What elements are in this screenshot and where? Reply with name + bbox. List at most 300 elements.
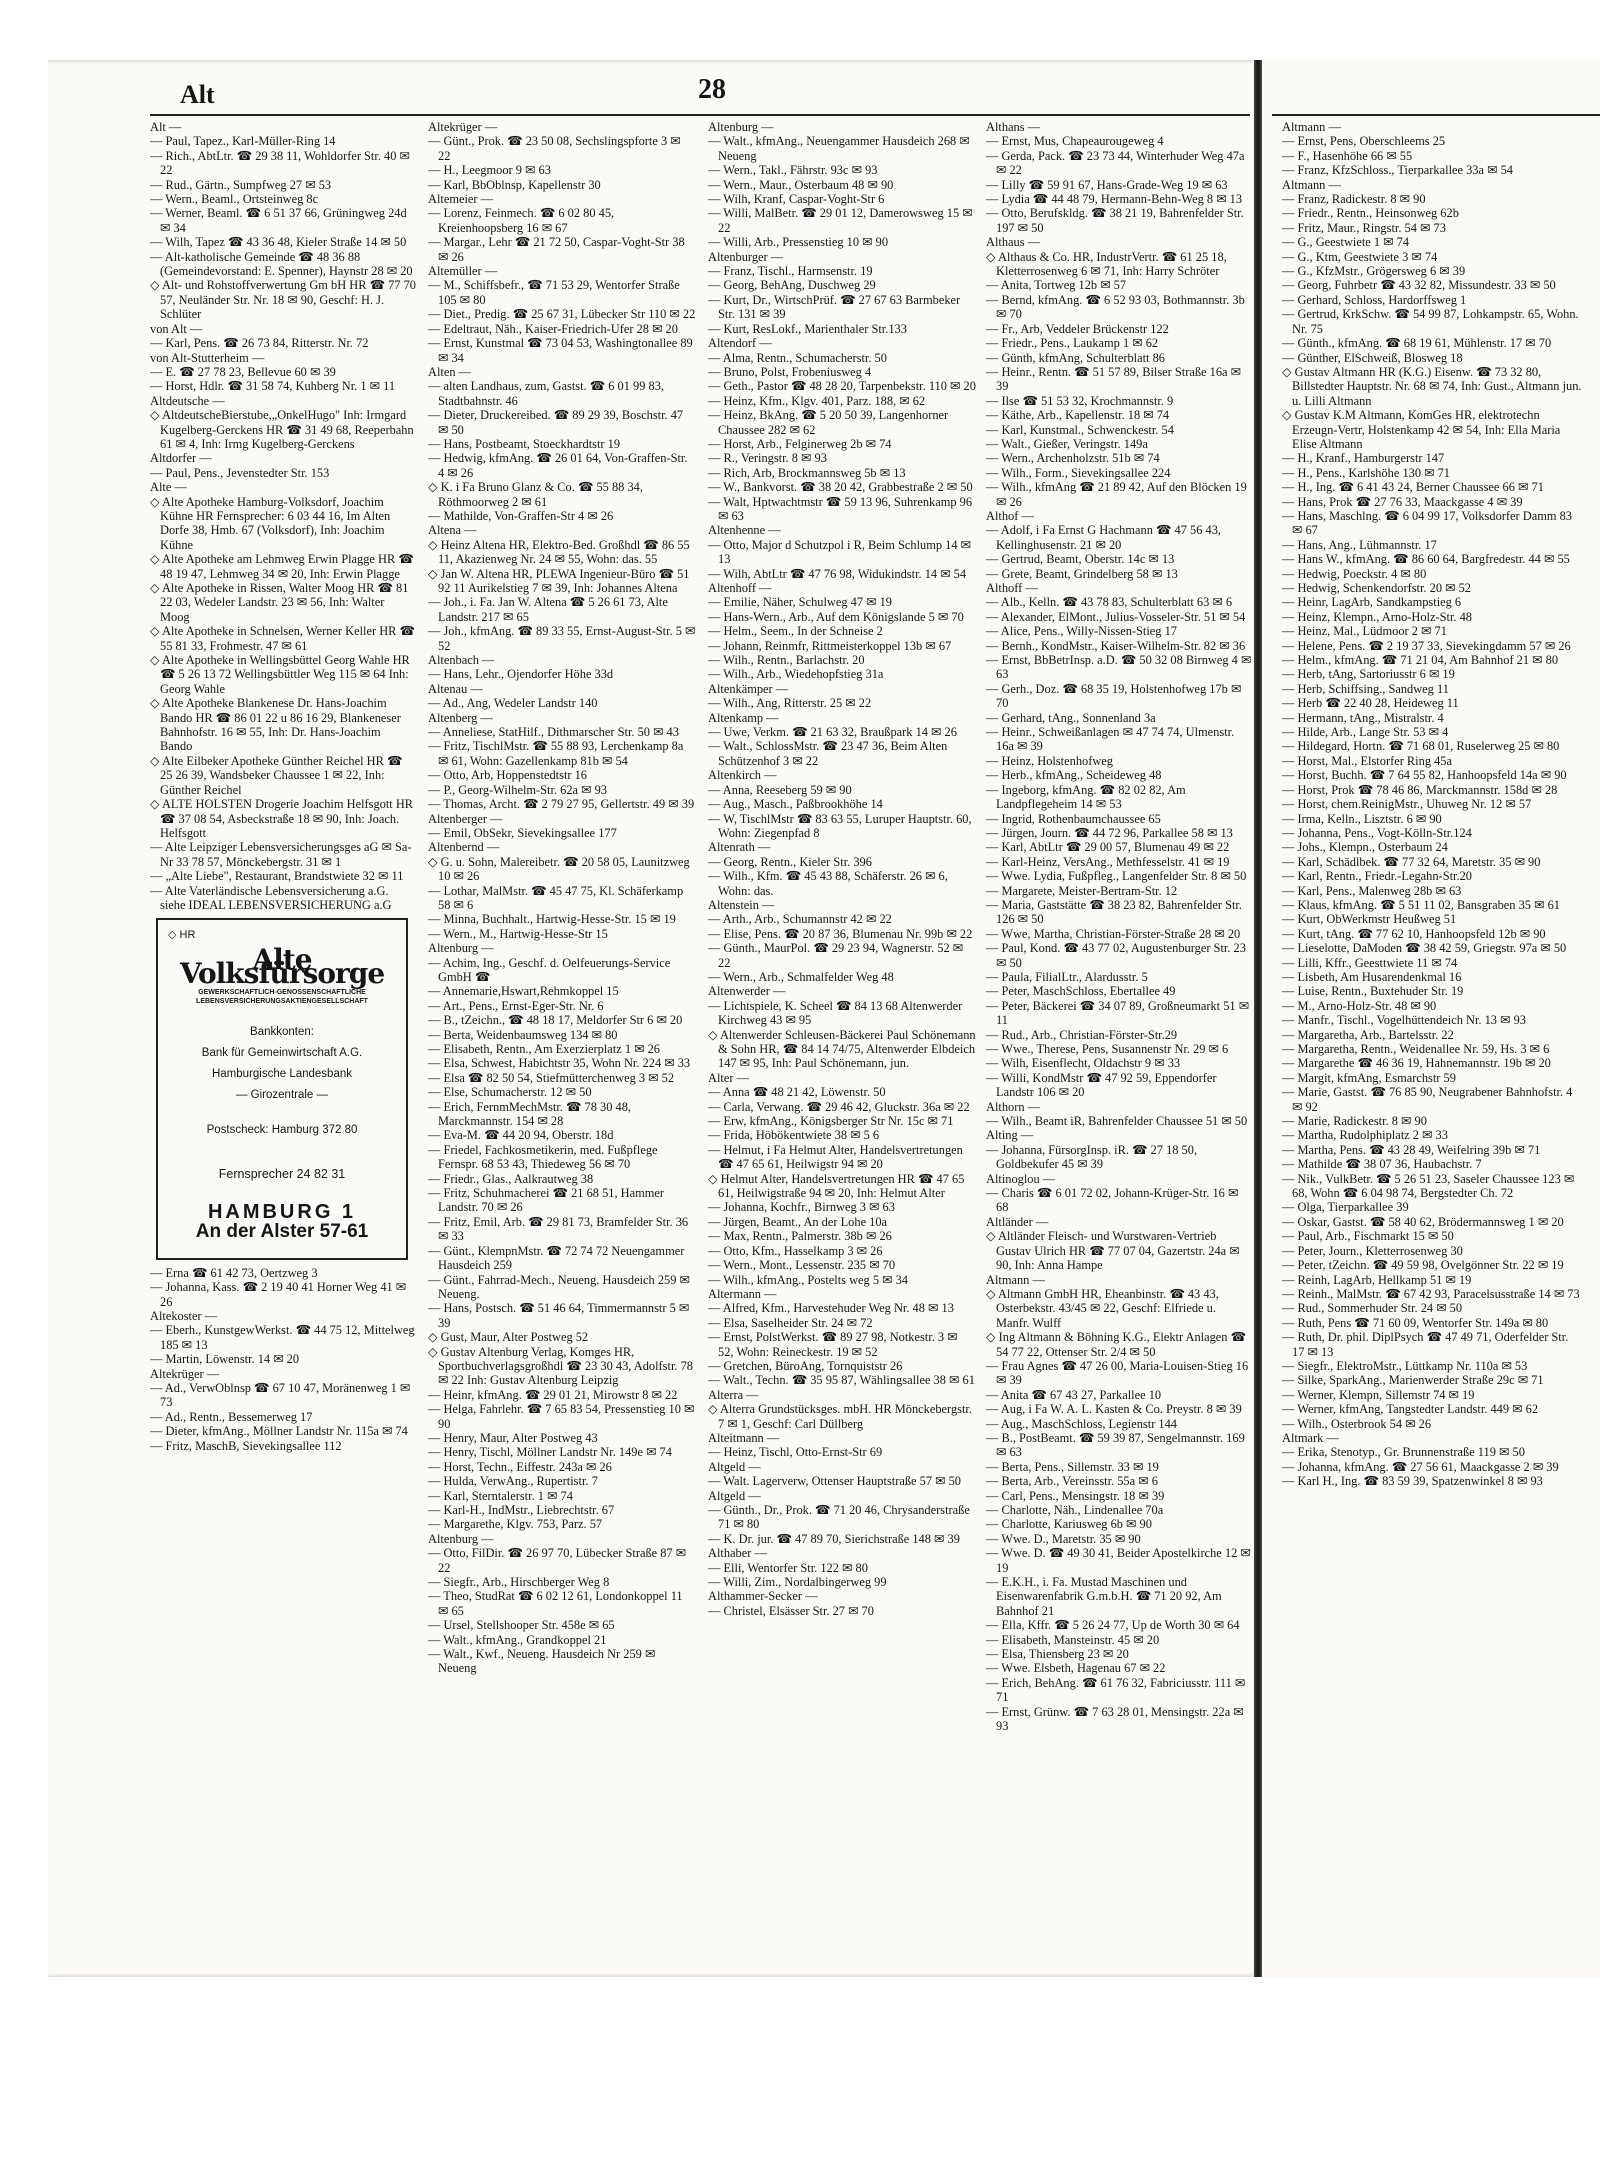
column-5-entries [1282, 120, 1582, 1489]
column-4-entries [986, 120, 1252, 1734]
directory-entry: — Karl, Kunstmal., Schwenckestr. 54 [986, 422, 1174, 437]
directory-entry: — B., PostBeamt. ☎ 59 39 87, Sengelmannstr. 169 ✉ 63 [986, 1430, 1245, 1460]
ad-bank-line: Hamburgische Landesbank [211, 1067, 352, 1080]
directory-entry: — Gerhard, Schloss, Hardorffsweg 1 [1282, 292, 1467, 307]
directory-entry: — Günt., Prok. ☎ 23 50 08, Sechslingspforte 3 ✉ 22 [428, 134, 681, 163]
directory-entry: — Käthe, Arb., Kapellenstr. 18 ✉ 74 [986, 408, 1170, 423]
ad-postscheck: Postscheck: Hamburg 372 80 [206, 1123, 358, 1136]
directory-surname-heading: Alteitmann — [708, 1430, 780, 1445]
directory-entry: — Ernst, Grünw. ☎ 7 63 28 01, Mensingstr. 22a ✉ 93 [986, 1704, 1244, 1734]
directory-entry: — Ernst, Mus, Chapeaurougeweg 4 [986, 134, 1164, 149]
directory-entry: — Rich, Arb, Brockmannsweg 5b ✉ 13 [708, 465, 906, 480]
directory-entry: — Alt-katholische Gemeinde ☎ 48 36 88 (Gemeindevorstand: E. Spenner), Haynstr 28 ✉ 20 [150, 249, 413, 279]
directory-entry: — Willi, Zim., Nordalbingerweg 99 [708, 1575, 887, 1590]
directory-surname-heading: Altenburger — [708, 249, 784, 264]
directory-entry: ◇ Alte Apotheke Hamburg-Volksdorf, Joachim Kühne HR Fernsprecher: 6 03 44 16, Im Alten Dorfe 38, Hmb. 67 (Volksdorf), Inh: Joachim Kühne [150, 494, 391, 552]
directory-entry: — M., Schiffsbefr., ☎ 71 53 29, Wentorfer Straße 105 ✉ 80 [428, 278, 680, 307]
directory-entry: — Günt., Fahrrad-Mech., Neueng. Hausdeich 259 ✉ Neueng. [428, 1272, 690, 1301]
directory-entry: — B., tZeichn., ☎ 48 18 17, Meldorfer Str 6 ✉ 20 [428, 1013, 683, 1028]
directory-entry: — Heinz, Mal., Lüdmoor 2 ✉ 71 [1282, 624, 1447, 639]
page-number: 28 [698, 74, 726, 105]
directory-entry: — Walt., kfmAng., Neuengammer Hausdeich 268 ✉ Neueng [708, 134, 970, 163]
directory-entry: — Ernst, PolstWerkst. ☎ 89 27 98, Notkestr. 3 ✉ 52, Wohn: Reineckestr. 19 ✉ 52 [708, 1330, 958, 1359]
directory-surname-heading: Altmann — [986, 1272, 1045, 1287]
directory-column-1 [150, 120, 416, 1453]
directory-entry: — Günth, kfmAng, Schulterblatt 86 [986, 350, 1165, 365]
directory-entry: ◇ Gust, Maur, Alter Postweg 52 [428, 1330, 589, 1345]
directory-entry: — Heinz, BkAng. ☎ 5 20 50 39, Langenhorner Chaussee 282 ✉ 62 [708, 408, 949, 437]
directory-entry: — Elli, Wentorfer Str. 122 ✉ 80 [708, 1560, 868, 1575]
directory-surname-heading: Altenburg — [708, 120, 774, 134]
directory-entry: ◇ Gustav Altmann HR (K.G.) Eisenw. ☎ 73 32 80, Billstedter Hauptstr. Nr. 68 ✉ 74, Inh: Gust., Altmann jun. u. Lilli Altmann [1282, 364, 1582, 408]
directory-entry: — Alte Leipziger Lebensversicherungsges aG ✉ Sa-Nr 33 78 57, Mönckebergstr. 31 ✉ 1 [150, 840, 412, 869]
directory-entry: — Anneliese, StatHilf., Dithmarscher Str. 50 ✉ 43 [428, 725, 679, 740]
directory-entry: — Anna, Reeseberg 59 ✉ 90 [708, 782, 852, 797]
directory-entry: — Wwe., Therese, Pens, Susannenstr Nr. 29 ✉ 6 [986, 1042, 1229, 1056]
directory-entry: — Siegfr., ElektroMstr., Lüttkamp Nr. 110a ✉ 53 [1282, 1358, 1528, 1373]
directory-entry: — Wilh., Ang, Ritterstr. 25 ✉ 22 [708, 696, 872, 711]
directory-entry: — Walt, Hptwachtmstr ☎ 59 13 96, Suhrenkamp 96 ✉ 63 [708, 494, 973, 523]
directory-entry: — Peter, MaschSchloss, Ebertallee 49 [986, 984, 1176, 999]
directory-surname-heading: Altenhenne — [708, 523, 781, 538]
directory-surname-heading: Altena — [428, 523, 477, 538]
directory-entry: — Gerh., Doz. ☎ 68 35 19, Holstenhofweg 17b ✉ 70 [986, 681, 1242, 711]
directory-entry: ◇ Alte Apotheke in Rissen, Walter Moog HR ☎ 81 22 03, Wedeler Landstr. 23 ✉ 56, Inh: Walter Moog [150, 581, 409, 624]
directory-surname-heading: Altmann — [1282, 177, 1341, 192]
directory-entry: — Hans-Wern., Arb., Auf dem Königslande 5 ✉ 70 [708, 609, 964, 624]
directory-entry: — Lilly ☎ 59 91 67, Hans-Grade-Weg 19 ✉ 63 [986, 177, 1228, 192]
directory-entry: — Günther, ElSchweiß, Blosweg 18 [1282, 350, 1463, 365]
directory-entry: — Erich, BehAng. ☎ 61 76 32, Fabriciusstr. 111 ✉ 71 [986, 1675, 1246, 1705]
directory-entry: — Frida, Höbökentwiete 38 ✉ 5 6 [708, 1128, 880, 1143]
directory-entry: ◇ Altenwerder Schleusen-Bäckerei Paul Schönemann & Sohn HR, ☎ 84 14 74/75, Altenwerder Elbdeich 147 ✉ 95, Inh: Paul Schönemann, jun. [708, 1027, 976, 1071]
directory-entry: — Karl, Pens., Malenweg 28b ✉ 63 [1282, 883, 1462, 898]
directory-entry: — Olga, Tierparkallee 39 [1282, 1200, 1409, 1215]
directory-entry: ◇ AltdeutscheBierstube,„OnkelHugo" Inh: Irmgard Kugelberg-Gerckens HR ☎ 31 49 68, Reeperbahn 61 ✉ 4, Inh: Irmg Kugelberg-Gerckens [150, 408, 414, 451]
directory-entry: — Hans, Prok ☎ 27 76 33, Maackgasse 4 ✉ 39 [1282, 494, 1523, 509]
directory-entry: — Otto, Arb, Hoppenstedtstr 16 [428, 768, 588, 783]
directory-entry: ◇ Alt- und Rohstoffverwertung Gm bH HR ☎ 77 70 57, Neuländer Str. Nr. 18 ✉ 90, Geschf: H. J. Schlüter [150, 278, 416, 322]
directory-entry: — Hilde, Arb., Lange Str. 53 ✉ 4 [1282, 725, 1449, 740]
directory-entry: ◇ Alte Apotheke in Wellingsbüttel Georg Wahle HR ☎ 5 26 13 72 Wellingsbüttler Weg 115 ✉ 64 Inh: Georg Wahle [150, 653, 410, 696]
directory-entry: — Hans W., kfmAng. ☎ 86 60 64, Bargfredestr. 44 ✉ 55 [1282, 552, 1570, 567]
directory-entry: — Emil, ObSekr, Sievekingsallee 177 [428, 825, 617, 840]
directory-entry: — Hedwig, Poeckstr. 4 ✉ 80 [1282, 566, 1427, 581]
directory-entry: — Charis ☎ 6 01 72 02, Johann-Krüger-Str. 16 ✉ 68 [986, 1186, 1239, 1215]
directory-surname-heading: Althof — [986, 508, 1034, 523]
directory-entry: — Wwe. Lydia, Fußpfleg., Langenfelder Str. 8 ✉ 50 [986, 869, 1247, 884]
directory-surname-heading: Altenstein — [708, 897, 775, 912]
directory-entry: — Hedwig, kfmAng. ☎ 26 01 64, Von-Graffen-Str. 4 ✉ 26 [428, 451, 688, 480]
directory-entry: — Lothar, MalMstr. ☎ 45 47 75, Kl. Schäferkamp 58 ✉ 6 [428, 883, 684, 912]
directory-entry: — M., Arno-Holz-Str. 48 ✉ 90 [1282, 998, 1437, 1013]
directory-entry: — F., Hasenhöhe 66 ✉ 55 [1282, 148, 1413, 163]
directory-entry: — Henry, Tischl, Möllner Landstr Nr. 149e ✉ 74 [428, 1445, 672, 1460]
directory-entry: — Wilh., Beamt iR, Bahrenfelder Chaussee 51 ✉ 50 [986, 1114, 1248, 1129]
directory-entry: — Herb, tAng, Sartoriusstr 6 ✉ 19 [1282, 667, 1455, 682]
directory-entry: — Annemarie,Hswart,Rehmkoppel 15 [428, 984, 619, 999]
directory-entry: — G., KfzMstr., Grögersweg 6 ✉ 39 [1282, 264, 1466, 279]
directory-entry: — Elisabeth, Mansteinstr. 45 ✉ 20 [986, 1632, 1160, 1647]
running-head-word: Alt [180, 80, 215, 109]
ad-bank-line: Bank für Gemeinwirtschaft A.G. [201, 1046, 363, 1059]
column-1-entries [150, 120, 416, 912]
right-page-rule [1272, 114, 1600, 116]
directory-entry: — Johanna, kfmAng. ☎ 27 56 61, Maackgasse 2 ✉ 39 [1282, 1459, 1559, 1474]
directory-entry: ◇ ALTE HOLSTEN Drogerie Joachim Helfsgott HR ☎ 37 08 54, Asbeckstraße 18 ✉ 90, Inh: Joach. Helfsgott [150, 797, 414, 840]
directory-entry: — Friedr., Glas., Aalkrautweg 38 [428, 1171, 594, 1186]
directory-entry: — Werner, kfmAng, Tangstedter Landstr. 449 ✉ 62 [1282, 1402, 1539, 1417]
directory-surname-heading: Altemeier — [428, 192, 494, 207]
directory-entry: — Minna, Buchhalt., Hartwig-Hesse-Str. 15 ✉ 19 [428, 912, 676, 927]
header-rule [150, 114, 1250, 116]
directory-entry: — Aug., MaschSchloss, Legienstr 144 [986, 1416, 1178, 1431]
directory-entry: — Martha, Pens. ☎ 43 28 49, Weifelring 39b ✉ 71 [1282, 1142, 1541, 1157]
directory-entry: — Jürgen, Journ. ☎ 44 72 96, Parkallee 58 ✉ 13 [986, 825, 1233, 840]
directory-entry: — Ingrid, Rothenbaumchaussee 65 [986, 811, 1161, 826]
directory-entry: — Margar., Lehr ☎ 21 72 50, Caspar-Voght-Str 38 ✉ 26 [428, 235, 685, 264]
directory-surname-heading: Altemüller — [428, 264, 498, 279]
directory-entry: — Heinr., Schweißanlagen ✉ 47 74 74, Ulmenstr. 16a ✉ 39 [986, 725, 1235, 754]
directory-entry: — H., Kranf., Hamburgerstr 147 [1282, 451, 1445, 466]
directory-entry: — R., Veringstr. 8 ✉ 93 [708, 451, 827, 466]
directory-entry: — Johs., Klempn., Osterbaum 24 [1282, 840, 1448, 855]
directory-entry: — Karl H., Ing. ☎ 83 59 39, Spatzenwinkel 8 ✉ 93 [1282, 1474, 1543, 1489]
directory-entry: — Hans, Lehr., Ojendorfer Höhe 33d [428, 667, 614, 682]
directory-entry: — Gerda, Pack. ☎ 23 73 44, Winterhuder Weg 47a ✉ 22 [986, 148, 1245, 178]
directory-entry: — Hermann, tAng., Mistralstr. 4 [1282, 710, 1444, 725]
directory-surname-heading: Alting — [986, 1128, 1034, 1143]
directory-entry: — Wern., Arb., Schmalfelder Weg 48 [708, 969, 894, 984]
directory-entry: — Silke, SparkAng., Marienwerder Straße 29c ✉ 71 [1282, 1373, 1544, 1388]
directory-entry: — Kurt, ObWerkmstr Heußweg 51 [1282, 912, 1457, 927]
directory-entry: — Arth., Arb., Schumannstr 42 ✉ 22 [708, 912, 892, 927]
directory-entry: — E.K.H., i. Fa. Mustad Maschinen und Eisenwarenfabrik G.m.b.H. ☎ 71 20 92, Am Bahnhof 21 [986, 1575, 1222, 1618]
directory-entry: — Lorenz, Feinmech. ☎ 6 02 80 45, Kreienhoopsberg 16 ✉ 67 [428, 206, 615, 235]
directory-entry: — Karl-H., IndMstr., Liebrechtstr. 67 [428, 1503, 615, 1517]
directory-entry: ◇ Alte Apotheke am Lehmweg Erwin Plagge HR ☎ 48 19 47, Lehmweg 34 ✉ 20, Inh: Erwin Plagge [150, 552, 414, 581]
directory-entry: — Karl, Pens. ☎ 26 73 84, Ritterstr. Nr. 72 [150, 336, 369, 351]
directory-entry: — Horst, Techn., Eiffestr. 243a ✉ 26 [428, 1459, 612, 1474]
directory-entry: — Horst, Buchh. ☎ 7 64 55 82, Hanhoopsfeld 14a ✉ 90 [1282, 768, 1567, 783]
directory-entry: — Wern., Mont., Lessenstr. 235 ✉ 70 [708, 1258, 896, 1273]
directory-entry: — Helm., kfmAng. ☎ 71 21 04, Am Bahnhof 21 ✉ 80 [1282, 653, 1559, 668]
directory-column-3 [708, 120, 976, 1618]
directory-entry: — Carl, Pens., Mensingstr. 18 ✉ 39 [986, 1488, 1165, 1503]
directory-entry: — Johanna, Kass. ☎ 2 19 40 41 Horner Weg 41 ✉ 26 [150, 1280, 407, 1309]
directory-surname-heading: Alten — [428, 364, 472, 379]
directory-entry: — Franz, Radickestr. 8 ✉ 90 [1282, 192, 1426, 207]
directory-entry: — Peter, tZeichn. ☎ 49 59 98, Ovelgönner Str. 22 ✉ 19 [1282, 1258, 1564, 1273]
directory-entry: — Margarete, Meister-Bertram-Str. 12 [986, 883, 1178, 898]
directory-entry: — Charlotte, Kariusweg 6b ✉ 90 [986, 1517, 1152, 1532]
directory-entry: — Thomas, Archt. ☎ 2 79 27 95, Gellertstr. 49 ✉ 39 [428, 797, 695, 812]
directory-entry: ◇ Ing Altmann & Böhning K.G., Elektr Anlagen ☎ 54 77 22, Ottenser Str. 2/4 ✉ 50 [986, 1330, 1247, 1359]
directory-entry: — Peter, Journ., Kletterrosenweg 30 [1282, 1243, 1463, 1258]
directory-entry: — Franz, KfzSchloss., Tierparkallee 33a ✉ 54 [1282, 163, 1513, 178]
directory-surname-heading: Altenwerder — [708, 984, 786, 999]
directory-surname-heading: Althammer-Secker — [708, 1589, 818, 1604]
directory-entry: — Bernh., KondMstr., Kaiser-Wilhelm-Str. 82 ✉ 36 [986, 638, 1246, 653]
directory-entry: — Wilh, Eisenflecht, Oldachstr 9 ✉ 33 [986, 1056, 1181, 1071]
directory-entry: ◇ K. i Fa Bruno Glanz & Co. ☎ 55 88 34, Röthmoorweg 2 ✉ 61 [428, 480, 643, 509]
directory-entry: — Christel, Elsässer Str. 27 ✉ 70 [708, 1603, 874, 1618]
directory-surname-heading: Altdeutsche — [150, 393, 225, 408]
directory-entry: — Rud., Sommerhuder Str. 24 ✉ 50 [1282, 1301, 1463, 1316]
directory-entry: ◇ G. u. Sohn, Malereibetr. ☎ 20 58 05, Launitzweg 10 ✉ 26 [428, 854, 690, 884]
directory-surname-heading: Altenbernd — [428, 840, 500, 855]
directory-entry: — Otto, Kfm., Hasselkamp 3 ✉ 26 [708, 1243, 883, 1258]
directory-entry: — Paul, Kond. ☎ 43 77 02, Augustenburger Str. 23 ✉ 50 [986, 941, 1246, 970]
directory-entry: — Eberh., KunstgewWerkst. ☎ 44 75 12, Mittelweg 185 ✉ 13 [150, 1323, 415, 1352]
directory-entry: — Kurt, tAng. ☎ 77 62 10, Hanhoopsfeld 12b ✉ 90 [1282, 926, 1546, 941]
directory-entry: — Karl, Sterntalerstr. 1 ✉ 74 [428, 1488, 573, 1503]
directory-surname-heading: Althoff — [986, 581, 1038, 595]
directory-entry: — Werner, Beaml. ☎ 6 51 37 66, Grüningweg 24d ✉ 34 [150, 206, 407, 235]
directory-entry: — Hans, Postbeamt, Stoeckhardtstr 19 [428, 436, 621, 451]
directory-entry: — Martha, Rudolphiplatz 2 ✉ 33 [1282, 1128, 1448, 1143]
directory-entry: — Günt., KlempnMstr. ☎ 72 74 72 Neuengammer Hausdeich 259 [428, 1243, 685, 1273]
directory-entry: — Alfred, Kfm., Harvestehuder Weg Nr. 48 ✉ 13 [708, 1301, 954, 1316]
directory-entry: — Carla, Verwang. ☎ 29 46 42, Gluckstr. 36a ✉ 22 [708, 1099, 970, 1114]
ad-phone: Fernsprecher 24 82 31 [218, 1166, 346, 1181]
directory-entry: — H., Pens., Karlshöhe 130 ✉ 71 [1282, 465, 1451, 480]
directory-entry: — Ruth, Dr. phil. DiplPsych ☎ 47 49 71, Oderfelder Str. 17 ✉ 13 [1282, 1330, 1569, 1359]
ad-bank-header: Bankkonten: [250, 1025, 314, 1038]
directory-entry: — Reinh, LagArb, Hellkamp 51 ✉ 19 [1282, 1272, 1472, 1287]
directory-surname-heading: von Alt-Stutterheim — [150, 350, 265, 365]
directory-surname-heading: Altekoster — [150, 1309, 218, 1323]
directory-entry: — Herb ☎ 22 40 28, Heideweg 11 [1282, 696, 1459, 711]
directory-entry: — Hedwig, Schenkendorfstr. 20 ✉ 52 [1282, 581, 1471, 595]
directory-entry: — Henry, Maur, Alter Postweg 43 [428, 1430, 598, 1445]
directory-entry: — Berta, Arb., Vereinsstr. 55a ✉ 6 [986, 1474, 1158, 1489]
directory-entry: — Rich., AbtLtr. ☎ 29 38 11, Wohldorfer Str. 40 ✉ 22 [150, 148, 410, 178]
directory-entry: — Irma, Kelln., Lisztstr. 6 ✉ 90 [1282, 811, 1442, 826]
directory-entry: — Horst, Arb., Felginerweg 2b ✉ 74 [708, 436, 892, 451]
directory-surname-heading: Altenhoff — [708, 581, 772, 595]
directory-surname-heading: Altgeld — [708, 1488, 761, 1503]
directory-entry: — Manfr., Tischl., Vogelhüttendeich Nr. 13 ✉ 93 [1282, 1013, 1526, 1028]
directory-entry: — Wilh, Kranf, Caspar-Voght-Str 6 [708, 192, 885, 207]
directory-surname-heading: Altenberger — [428, 811, 503, 826]
directory-entry: — E. ☎ 27 78 23, Bellevue 60 ✉ 39 [150, 364, 336, 379]
directory-entry: — Gretchen, BüroAng, Tornquiststr 26 [708, 1358, 903, 1373]
directory-entry: — Marie, Radickestr. 8 ✉ 90 [1282, 1114, 1427, 1129]
directory-entry: — Karl, BbOblnsp, Kapellenstr 30 [428, 177, 601, 192]
directory-entry: — Kurt, ResLokf., Marienthaler Str.133 [708, 321, 907, 336]
directory-entry: — Ernst, Kunstmal ☎ 73 04 53, Washingtonallee 89 ✉ 34 [428, 336, 693, 365]
directory-entry: — Lilli, Kffr., Geesttwiete 11 ✉ 74 [1282, 955, 1458, 970]
directory-surname-heading: Altinoglou — [986, 1171, 1056, 1186]
directory-entry: — Adolf, i Fa Ernst G Hachmann ☎ 47 56 43, Kellinghusenstr. 21 ✉ 20 [986, 523, 1221, 552]
directory-entry: ◇ Altländer Fleisch- und Wurstwaren-Vertrieb Gustav Ulrich HR ☎ 77 07 04, Gazertstr. 24a ✉ 90, Inh: Anna Hampe [986, 1229, 1240, 1273]
directory-entry: — Horst, chem.ReinigMstr., Uhuweg Nr. 12 ✉ 57 [1282, 797, 1532, 812]
directory-entry: — G., Geestwiete 1 ✉ 74 [1282, 235, 1410, 250]
directory-surname-heading: Altenbach — [428, 653, 495, 668]
directory-entry: — H., Leegmoor 9 ✉ 63 [428, 163, 551, 178]
directory-entry: — Wilh., Rentn., Barlachstr. 20 [708, 653, 865, 668]
directory-entry: — Charlotte, Näh., Lindenallee 70a [986, 1503, 1164, 1517]
directory-entry: — Wilh., kfmAng ☎ 21 89 42, Auf den Blöcken 19 ✉ 26 [986, 480, 1247, 509]
directory-entry: — Willi, KondMstr ☎ 47 92 59, Eppendorfer Landstr 106 ✉ 20 [986, 1070, 1217, 1100]
directory-entry: — Otto, FilDir. ☎ 26 97 70, Lübecker Straße 87 ✉ 22 [428, 1546, 687, 1575]
directory-surname-heading: Altenrath — [708, 840, 771, 855]
directory-surname-heading: Altekrüger — [428, 120, 498, 134]
directory-entry: — Mathilde ☎ 38 07 36, Haubachstr. 7 [1282, 1157, 1482, 1172]
directory-entry: — Walt., Gießer, Veringstr. 149a [986, 436, 1148, 451]
directory-entry: — K. Dr. jur. ☎ 47 89 70, Sierichstraße 148 ✉ 39 [708, 1531, 960, 1546]
directory-entry: — Erika, Stenotyp., Gr. Brunnenstraße 119 ✉ 50 [1282, 1445, 1525, 1460]
directory-entry: ◇ Jan W. Altena HR, PLEWA Ingenieur-Büro ☎ 51 92 11 Aurikelstieg 7 ✉ 39, Inh: Johannes Altena [428, 566, 690, 595]
directory-entry: — Wwe. Elsbeth, Hagenau 67 ✉ 22 [986, 1661, 1166, 1676]
directory-entry: — Frau Agnes ☎ 47 26 00, Maria-Louisen-Stieg 16 ✉ 39 [986, 1358, 1249, 1388]
directory-surname-heading: Alter — [708, 1070, 749, 1085]
directory-entry: — Horst, Mal., Elstorfer Ring 45a [1282, 753, 1453, 768]
directory-entry: — Karl, Schädlbek. ☎ 77 32 64, Maretstr. 35 ✉ 90 [1282, 854, 1541, 869]
directory-entry: — Johanna, FürsorgInsp. iR. ☎ 27 18 50, Goldbekufer 45 ✉ 39 [986, 1142, 1198, 1172]
directory-surname-heading: Altenburg — [428, 941, 494, 956]
directory-surname-heading: Altenberg — [428, 710, 493, 725]
directory-entry: — Paula, FilialLtr., Alardusstr. 5 [986, 969, 1148, 984]
directory-surname-heading: Altenburg — [428, 1531, 494, 1546]
directory-entry: ◇ Alte Apotheke Blankenese Dr. Hans-Joachim Bando HR ☎ 86 01 22 u 86 16 29, Blankeneser Bahnhofstr. 16 ✉ 55, Inh: Dr. Hans-Joachim Bando [150, 696, 401, 754]
directory-entry: — Friedel, Fachkosmetikerin, med. Fußpflege Fernspr. 68 53 43, Thiedeweg 56 ✉ 70 [428, 1142, 658, 1172]
directory-entry: — Wilh, Tapez ☎ 43 36 48, Kieler Straße 14 ✉ 50 [150, 235, 407, 250]
directory-entry: ◇ Alte Apotheke in Schnelsen, Werner Keller HR ☎ 55 81 33, Frohmestr. 47 ✉ 61 [150, 624, 415, 653]
directory-entry: — Heinr, LagArb, Sandkampstieg 6 [1282, 595, 1462, 610]
directory-surname-heading: Althans — [986, 120, 1041, 134]
directory-entry: — Else, Schumacherstr. 12 ✉ 50 [428, 1085, 592, 1100]
directory-entry: — Ad., Ang, Wedeler Landstr 140 [428, 696, 598, 711]
directory-entry: — Bruno, Polst, Frobeniusweg 4 [708, 364, 872, 379]
directory-entry: — Margaretha, Arb., Bartelsstr. 22 [1282, 1027, 1454, 1042]
directory-surname-heading: Althaus — [986, 235, 1041, 250]
directory-entry: — Walt. Lagerverw, Ottenser Hauptstraße 57 ✉ 50 [708, 1474, 961, 1489]
directory-surname-heading: Altekrüger — [150, 1366, 220, 1381]
directory-column-5 [1282, 120, 1582, 1489]
directory-entry: — Marie, Gastst. ☎ 76 85 90, Neugrabener Bahnhofstr. 4 ✉ 92 [1282, 1085, 1573, 1114]
directory-entry: ◇ Althaus & Co. HR, IndustrVertr. ☎ 61 25 18, Kletterrosenweg 6 ✉ 71, Inh: Harry Schröter [986, 249, 1227, 279]
directory-entry: — Grete, Beamt, Grindelberg 58 ✉ 13 [986, 566, 1178, 581]
directory-entry: — Johanna, Pens., Vogt-Kölln-Str.124 [1282, 825, 1472, 840]
directory-entry: — Horst, Prok ☎ 78 46 86, Marckmannstr. 158d ✉ 28 [1282, 782, 1558, 797]
directory-entry: — Dieter, Druckereibed. ☎ 89 29 39, Boschstr. 47 ✉ 50 [428, 408, 684, 437]
directory-entry: — Willi, MalBetr. ☎ 29 01 12, Damerowsweg 15 ✉ 22 [708, 206, 973, 235]
ad-subline: GEWERKSCHAFTLICH-GENOSSENSCHAFTLICHE LEBENSVERSICHERUNGSAKTIENGESELLSCHAFT [196, 988, 368, 1005]
directory-entry: — Johann, Reinmfr, Rittmeisterkoppel 13b ✉ 67 [708, 638, 952, 653]
directory-surname-heading: Alt — [150, 120, 182, 134]
directory-entry: — Joh., i. Fa. Jan W. Altena ☎ 5 26 61 73, Alte Landstr. 217 ✉ 65 [428, 595, 668, 624]
directory-entry: — Otto, Berufskldg. ☎ 38 21 19, Bahrenfelder Str. 197 ✉ 50 [986, 206, 1244, 235]
directory-column-4 [986, 120, 1252, 1734]
directory-entry: — Wern., Takl., Fährstr. 93c ✉ 93 [708, 163, 878, 178]
directory-surname-heading: Altmark — [1282, 1430, 1339, 1445]
directory-entry: — Luise, Rentn., Buxtehuder Str. 19 [1282, 984, 1464, 999]
directory-entry: — Johanna, Kochfr., Birnweg 3 ✉ 63 [708, 1200, 895, 1215]
column-3-entries [708, 120, 976, 1618]
directory-entry: — Willi, Arb., Pressenstieg 10 ✉ 90 [708, 235, 889, 250]
directory-entry: — Theo, StudRat ☎ 6 02 12 61, Londonkoppel 11 ✉ 65 [428, 1589, 683, 1618]
directory-entry: — Berta, Pens., Sillemstr. 33 ✉ 19 [986, 1459, 1159, 1474]
directory-entry: — Karl, AbtLtr ☎ 29 00 57, Blumenau 49 ✉ 22 [986, 840, 1230, 855]
directory-entry: — Otto, Major d Schutzpol i R, Beim Schlump 14 ✉ 13 [708, 537, 972, 567]
directory-entry: — Helm., Seem., In der Schneise 2 [708, 624, 883, 639]
directory-entry: — Eva-M. ☎ 44 20 94, Oberstr. 18d [428, 1128, 614, 1143]
directory-entry: — Horst, Hdlr. ☎ 31 58 74, Kuhberg Nr. 1 ✉ 11 [150, 379, 396, 394]
directory-surname-heading: Alte — [150, 480, 187, 495]
directory-entry: — Wern., Maur., Osterbaum 48 ✉ 90 [708, 177, 894, 192]
directory-entry: — W, TischlMstr ☎ 83 63 55, Luruper Hauptstr. 60, Wohn: Ziegenpfad 8 [708, 811, 972, 840]
ad-address: An der Alster 57-61 [195, 1221, 369, 1243]
directory-entry: — Berta, Weidenbaumsweg 134 ✉ 80 [428, 1027, 618, 1042]
directory-surname-heading: Althorn — [986, 1099, 1041, 1114]
directory-entry: — Geth., Pastor ☎ 48 28 20, Tarpenbekstr. 110 ✉ 20 [708, 379, 976, 394]
directory-entry: — Herb, Schiffsing., Sandweg 11 [1282, 681, 1449, 696]
directory-entry: — Karl, Rentn., Friedr.-Legahn-Str.20 [1282, 869, 1472, 884]
directory-entry: ◇ Helmut Alter, Handelsvertretungen HR ☎ 47 65 61, Heilwigstraße 94 ✉ 20, Inh: Helmut Alter [708, 1171, 965, 1201]
directory-entry: — Peter, Bäckerei ☎ 34 07 89, Großneumarkt 51 ✉ 11 [986, 998, 1250, 1028]
directory-entry: — Paul, Tapez., Karl-Müller-Ring 14 [150, 134, 336, 149]
directory-entry: — Wilh., kfmAng., Postelts weg 5 ✉ 34 [708, 1272, 908, 1287]
directory-entry: — Reinh., MalMstr. ☎ 67 42 93, Paracelsusstraße 14 ✉ 73 [1282, 1286, 1580, 1301]
directory-entry: — Paul, Pens., Jevenstedter Str. 153 [150, 465, 330, 480]
directory-entry: — Klaus, kfmAng. ☎ 5 51 11 02, Bansgraben 35 ✉ 61 [1282, 897, 1560, 912]
directory-entry: — Siegfr., Arb., Hirschberger Weg 8 [428, 1575, 610, 1590]
directory-entry: — Georg, Fuhrbetr ☎ 43 32 82, Missundestr. 33 ✉ 50 [1282, 278, 1556, 293]
ad-bank-line: — Girozentrale — [235, 1088, 329, 1101]
directory-entry: — Georg, BehAng, Duschweg 29 [708, 278, 876, 293]
directory-entry: — Wilh., Osterbrook 54 ✉ 26 [1282, 1416, 1432, 1431]
scan-margin-bottom [0, 1977, 1600, 2177]
directory-entry: — Fritz, Maur., Ringstr. 54 ✉ 73 [1282, 220, 1446, 235]
directory-entry: — Lichtspiele, K. Scheel ☎ 84 13 68 Altenwerder Kirchweg 43 ✉ 95 [708, 998, 963, 1028]
directory-entry: — Margarethe, Klgv. 753, Parz. 57 [428, 1517, 603, 1532]
directory-entry: — Walt., kfmAng., Grandkoppel 21 [428, 1632, 607, 1647]
directory-entry: — Diet., Predig. ☎ 25 67 31, Lübecker Str 110 ✉ 22 [428, 307, 696, 322]
ad-city: HAMBURG 1 [207, 1200, 357, 1223]
directory-entry: — Heinz, Kfm., Klgv. 401, Parz. 188, ✉ 62 [708, 393, 926, 408]
directory-entry: — Elsa, Thiensberg 23 ✉ 20 [986, 1647, 1129, 1662]
directory-entry: — „Alte Liebe", Restaurant, Brandstwiete 32 ✉ 11 [150, 869, 404, 884]
directory-entry: — Kurt, Dr., WirtschPrüf. ☎ 27 67 63 Barmbeker Str. 131 ✉ 39 [708, 292, 961, 322]
directory-entry: — Hulda, VerwAng., Rupertistr. 7 [428, 1474, 598, 1489]
ad-marker: ◇ HR [168, 929, 196, 942]
directory-entry: — Wwe. D. ☎ 49 30 41, Beider Apostelkirche 12 ✉ 19 [986, 1546, 1251, 1575]
directory-entry: — Erich, FernmMechMstr. ☎ 78 30 48, Marckmannstr. 154 ✉ 28 [428, 1099, 631, 1129]
directory-entry: — Herb., kfmAng., Scheideweg 48 [986, 768, 1162, 783]
directory-entry: — Fritz, Emil, Arb. ☎ 29 81 73, Bramfelder Str. 36 ✉ 33 [428, 1214, 689, 1244]
insurance-advertisement [156, 918, 408, 1259]
directory-entry: — Max, Rentn., Palmerstr. 38b ✉ 26 [708, 1229, 892, 1244]
directory-entry: — Alma, Rentn., Schumacherstr. 50 [708, 350, 887, 365]
directory-surname-heading: Altländer — [986, 1214, 1049, 1229]
directory-column-2 [428, 120, 696, 1676]
directory-entry: — Margit, kfmAng, Esmarchstr 59 [1282, 1070, 1456, 1085]
directory-surname-heading: Altendorf — [708, 336, 772, 351]
directory-entry: — Gertrud, Beamt, Oberstr. 14c ✉ 13 [986, 552, 1175, 567]
directory-entry: — Jürgen, Beamt., An der Lohe 10a [708, 1214, 888, 1229]
directory-entry: — Wern., M., Hartwig-Hesse-Str 15 [428, 926, 608, 941]
directory-entry: ◇ Heinz Altena HR, Elektro-Bed. Großhdl ☎ 86 55 11, Akazienweg Nr. 24 ✉ 55, Wohn: das. 55 [428, 537, 690, 567]
directory-entry: — Günth., Dr., Prok. ☎ 71 20 46, Chrysanderstraße 71 ✉ 80 [708, 1503, 970, 1532]
directory-entry: — Hans, Maschlng. ☎ 6 04 99 17, Volksdorfer Damm 83 ✉ 67 [1282, 508, 1572, 538]
directory-entry: — Friedr., Rentn., Heinsonweg 62b [1282, 206, 1459, 221]
directory-entry: — Werner, Klempn, Sillemstr 74 ✉ 19 [1282, 1387, 1475, 1402]
directory-entry: — Friedr., Pens., Laukamp 1 ✉ 62 [986, 336, 1159, 351]
directory-entry: — Ad., Rentn., Bessemerweg 17 [150, 1409, 313, 1424]
directory-entry: ◇ Gustav Altenburg Verlag, Komges HR, Sportbuchverlagsgroßhdl ☎ 23 30 43, Adolfstr. 78 ✉ 22 Inh: Gustav Altenburg Leipzig [428, 1344, 693, 1388]
